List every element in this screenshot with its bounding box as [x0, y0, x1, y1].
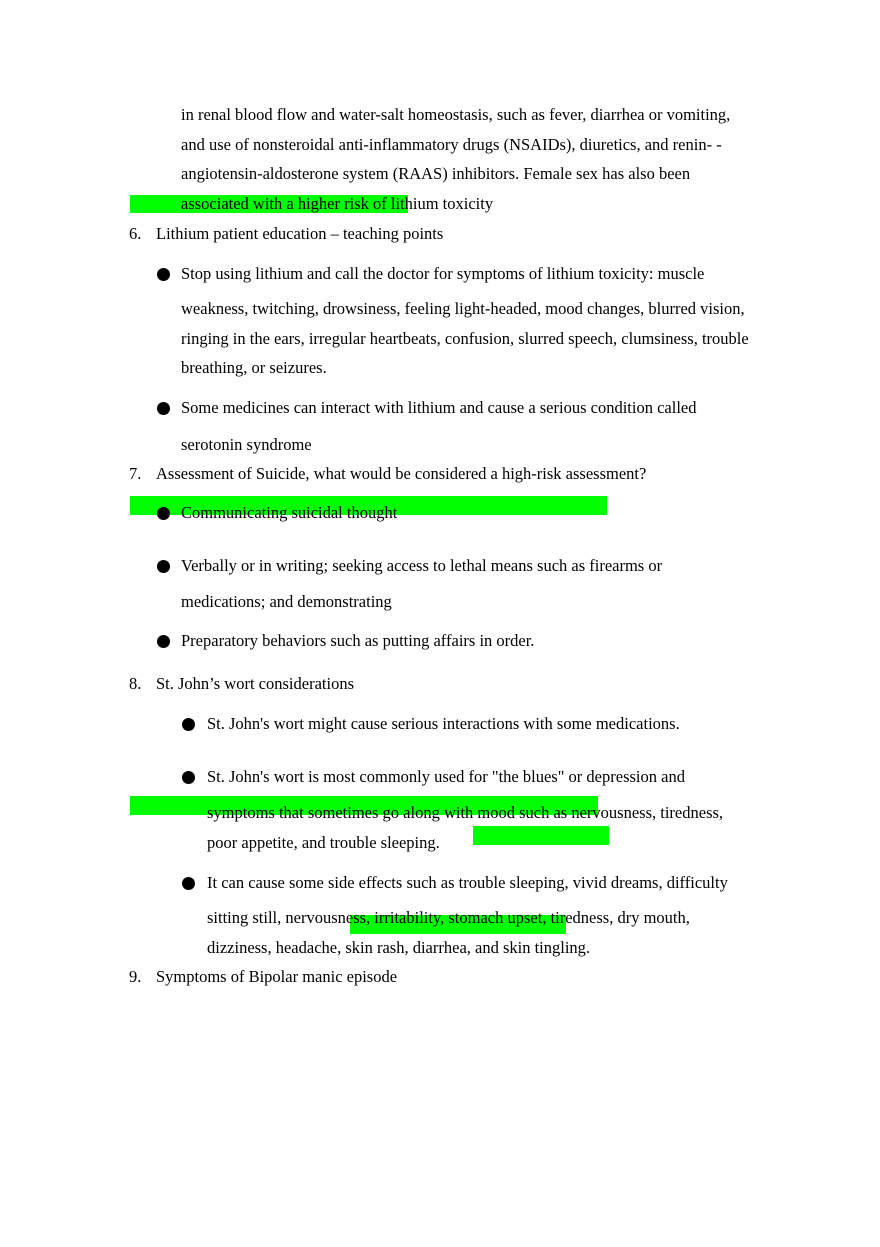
paragraph-line: in renal blood flow and water-salt homeostasis, such as fever, diarrhea or vomiting,: [181, 105, 731, 124]
bullet-line: Preparatory behaviors such as putting affairs in order.: [181, 631, 535, 650]
bullet-line: ringing in the ears, irregular heartbeats, confusion, slurred speech, clumsiness, trouble: [181, 329, 749, 348]
paragraph-line: angiotensin-aldosterone system (RAAS) inhibitors. Female sex has also been: [181, 164, 691, 183]
bullet-line: poor appetite, and trouble sleeping.: [207, 833, 440, 852]
bullet-line: medications; and demonstrating: [181, 592, 392, 611]
paragraph-line: and use of nonsteroidal anti-inflammatory drugs (NSAIDs), diuretics, and renin- -: [181, 135, 722, 154]
bullet-line: It can cause some side effects such as trouble sleeping, vivid dreams, difficulty: [207, 873, 728, 892]
bullet-icon: [157, 268, 170, 281]
bullet-line: dizziness, headache, skin rash, diarrhea, and skin tingling.: [207, 938, 591, 957]
bullet-line: Communicating suicidal thought: [181, 503, 398, 522]
bullet-icon: [157, 507, 170, 520]
bullet-line: serotonin syndrome: [181, 435, 312, 454]
highlight-mark: [473, 826, 609, 845]
bullet-icon: [182, 771, 195, 784]
bullet-icon: [157, 635, 170, 648]
bullet-line: weakness, twitching, drowsiness, feeling light-headed, mood changes, blurred vision,: [181, 299, 745, 318]
list-number: 9.: [129, 967, 142, 986]
bullet-icon: [182, 877, 195, 890]
paragraph-line: associated with a higher risk of lithium toxicity: [181, 194, 494, 213]
list-item-title: St. John’s wort considerations: [156, 674, 354, 693]
bullet-icon: [157, 402, 170, 415]
list-item-title: Assessment of Suicide, what would be considered a high-risk assessment?: [156, 464, 647, 483]
bullet-line: Stop using lithium and call the doctor for symptoms of lithium toxicity: muscle: [181, 264, 705, 283]
bullet-line: Verbally or in writing; seeking access to lethal means such as firearms or: [181, 556, 663, 575]
bullet-line: sitting still, nervousness, irritability, stomach upset, tiredness, dry mouth,: [207, 908, 690, 927]
bullet-line: symptoms that sometimes go along with mood such as nervousness, tiredness,: [207, 803, 724, 822]
list-item-title: Symptoms of Bipolar manic episode: [156, 967, 398, 986]
bullet-line: Some medicines can interact with lithium and cause a serious condition called: [181, 398, 697, 417]
bullet-line: breathing, or seizures.: [181, 358, 327, 377]
bullet-line: St. John's wort might cause serious interactions with some medications.: [207, 714, 680, 733]
list-number: 8.: [129, 674, 142, 693]
list-number: 7.: [129, 464, 142, 483]
bullet-icon: [182, 718, 195, 731]
list-number: 6.: [129, 224, 142, 243]
bullet-icon: [157, 560, 170, 573]
bullet-line: St. John's wort is most commonly used for "the blues" or depression and: [207, 767, 685, 786]
list-item-title: Lithium patient education – teaching points: [156, 224, 444, 243]
